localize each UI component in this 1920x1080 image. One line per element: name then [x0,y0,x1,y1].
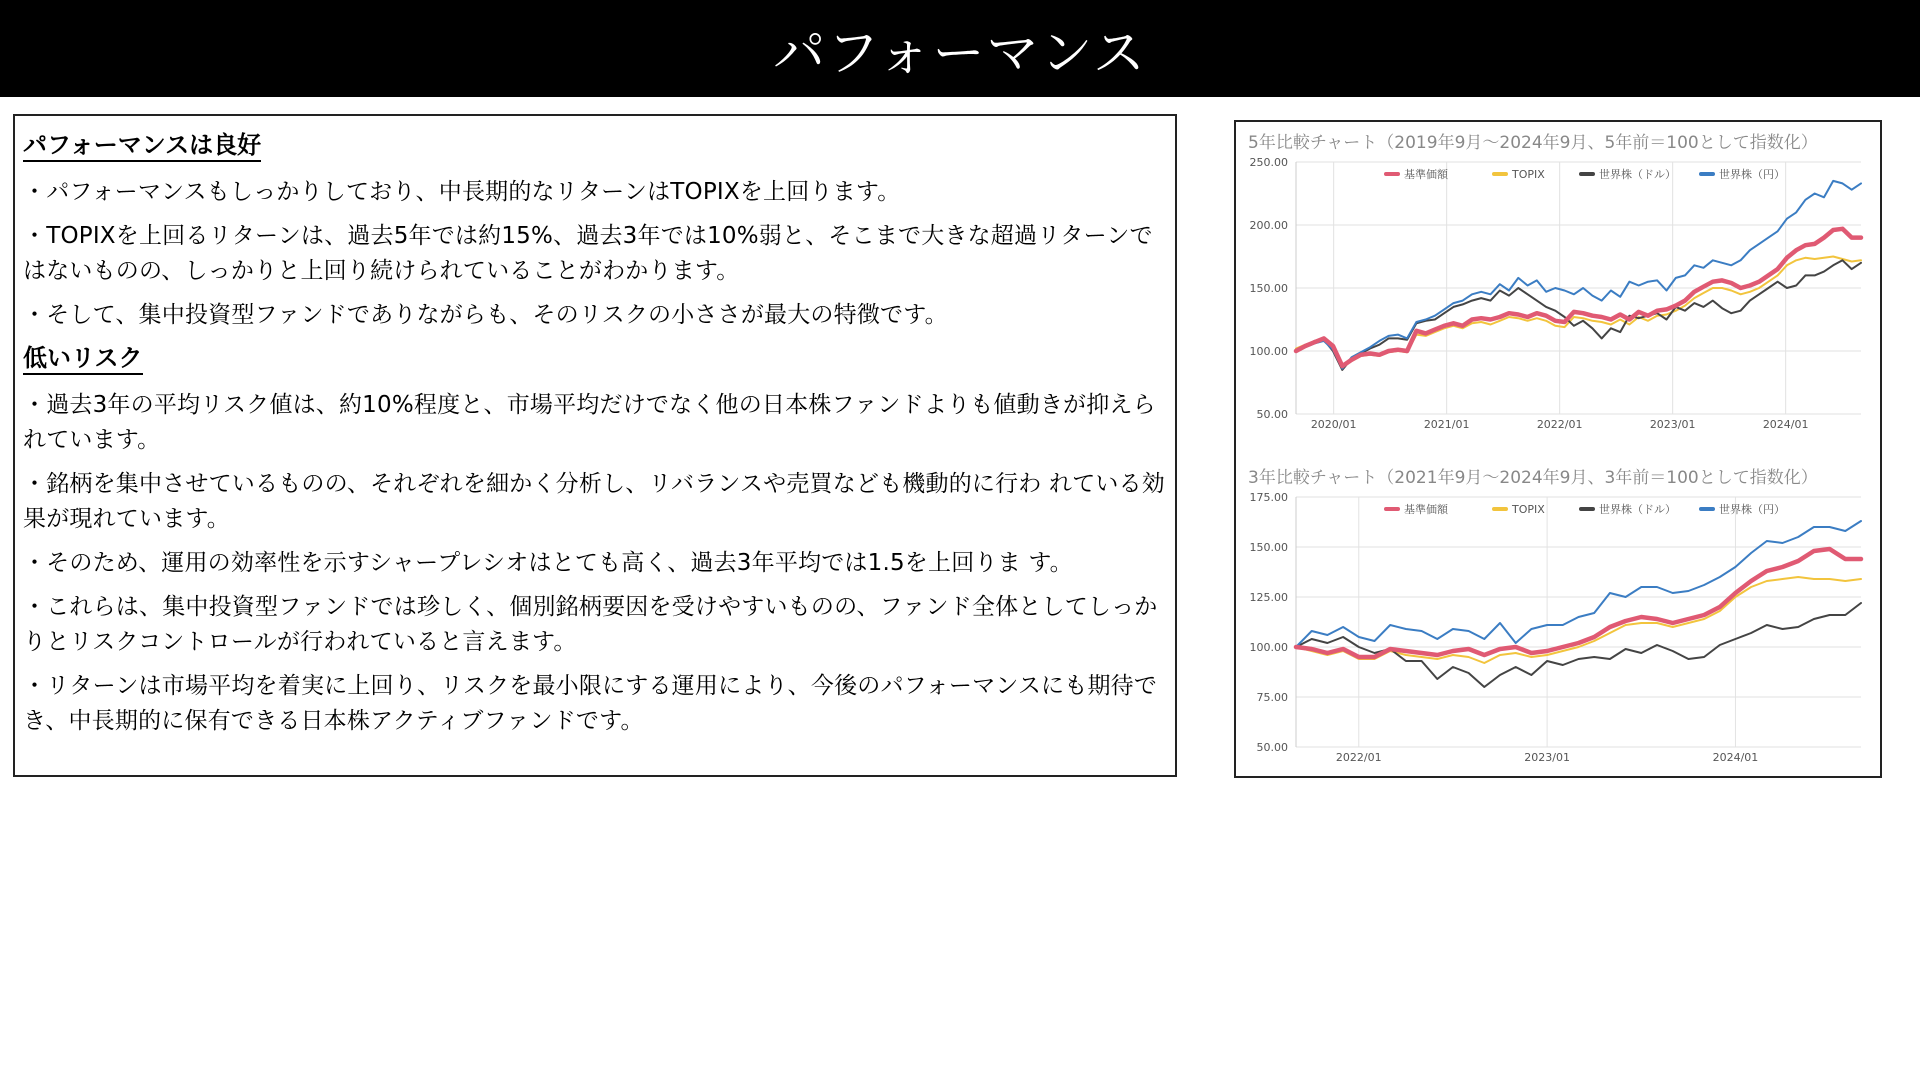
y-tick-label: 50.00 [1256,741,1288,754]
legend-label: 基準価額 [1404,503,1448,516]
section-heading-risk: 低いリスク [23,343,143,375]
x-tick-label: 2024/01 [1762,418,1809,431]
x-tick-label: 2023/01 [1649,418,1696,431]
bullet-performance-1: ・パフォーマンスもしっかりしており、中長期的なリターンはTOPIXを上回ります。 [23,179,901,205]
bullet-performance-3: ・そして、集中投資型ファンドでありながらも、そのリスクの小ささが最大の特徴です。 [23,302,948,328]
bullet-risk-4: ・これらは、集中投資型ファンドでは珍しく、個別銘柄要因を受けやすいものの、ファンド全体としてしっかりとリスクコントロールが行われていると言えます。 [23,594,1158,655]
chart-5year [1236,122,1880,452]
chart-3year-title: 3年比較チャート（2021年9月～2024年9月、3年前＝100として指数化） [1248,468,1818,488]
chart-5year-panel [1236,122,1880,452]
x-tick-label: 2021/01 [1423,418,1470,431]
y-tick-label: 50.00 [1256,408,1288,421]
legend-label: 基準価額 [1404,168,1448,181]
y-tick-label: 100.00 [1249,345,1288,358]
legend-label: 世界株（ドル） [1599,503,1676,516]
x-tick-label: 2022/01 [1335,751,1382,764]
y-tick-label: 175.00 [1249,491,1288,504]
bullet-risk-2: ・銘柄を集中させているものの、それぞれを細かく分析し、リバランスや売買なども機動的に行わ れている効果が現れています。 [23,471,1166,532]
y-tick-label: 100.00 [1249,641,1288,654]
legend-label: 世界株（円） [1719,503,1785,516]
y-tick-label: 150.00 [1249,541,1288,554]
bullet-risk-5: ・リターンは市場平均を着実に上回り、リスクを最小限にする運用により、今後のパフォーマンスにも期待でき、中長期的に保有できる日本株アクティブファンドです。 [23,673,1158,734]
charts-container [1234,120,1882,778]
y-tick-label: 250.00 [1249,156,1288,169]
legend-label: TOPIX [1512,168,1545,181]
x-tick-label: 2023/01 [1524,751,1570,764]
chart-3year [1236,457,1880,777]
bullet-performance-2: ・TOPIXを上回るリターンは、過去5年では約15%、過去3年では10%弱と、そこまで大きな超過リターンではないものの、しっかりと上回り続けられていることがわかります。 [23,223,1153,284]
chart-3year-panel [1236,457,1880,777]
commentary-box [13,114,1177,777]
y-tick-label: 150.00 [1249,282,1288,295]
y-tick-label: 200.00 [1249,219,1288,232]
y-tick-label: 75.00 [1256,691,1288,704]
series-line-0 [1296,549,1861,657]
chart-5year-title: 5年比較チャート（2019年9月～2024年9月、5年前＝100として指数化） [1248,133,1818,153]
x-tick-label: 2024/01 [1712,751,1759,764]
series-line-0 [1296,229,1861,366]
x-tick-label: 2020/01 [1310,418,1357,431]
legend-label: 世界株（ドル） [1599,168,1676,181]
bullet-risk-3: ・そのため、運用の効率性を示すシャープレシオはとても高く、過去3年平均では1.5を上回りま す。 [23,550,1073,576]
section-heading-performance: パフォーマンスは良好 [23,130,261,162]
legend-label: TOPIX [1512,503,1545,516]
bullet-risk-1: ・過去3年の平均リスク値は、約10%程度と、市場平均だけでなく他の日本株ファンドよりも値動きが抑えられています。 [23,392,1156,453]
y-tick-label: 125.00 [1249,591,1288,604]
page-title: パフォーマンス [0,0,1920,97]
series-line-3 [1296,181,1861,369]
series-line-1 [1296,577,1861,663]
x-tick-label: 2022/01 [1536,418,1583,431]
legend-label: 世界株（円） [1719,168,1785,181]
